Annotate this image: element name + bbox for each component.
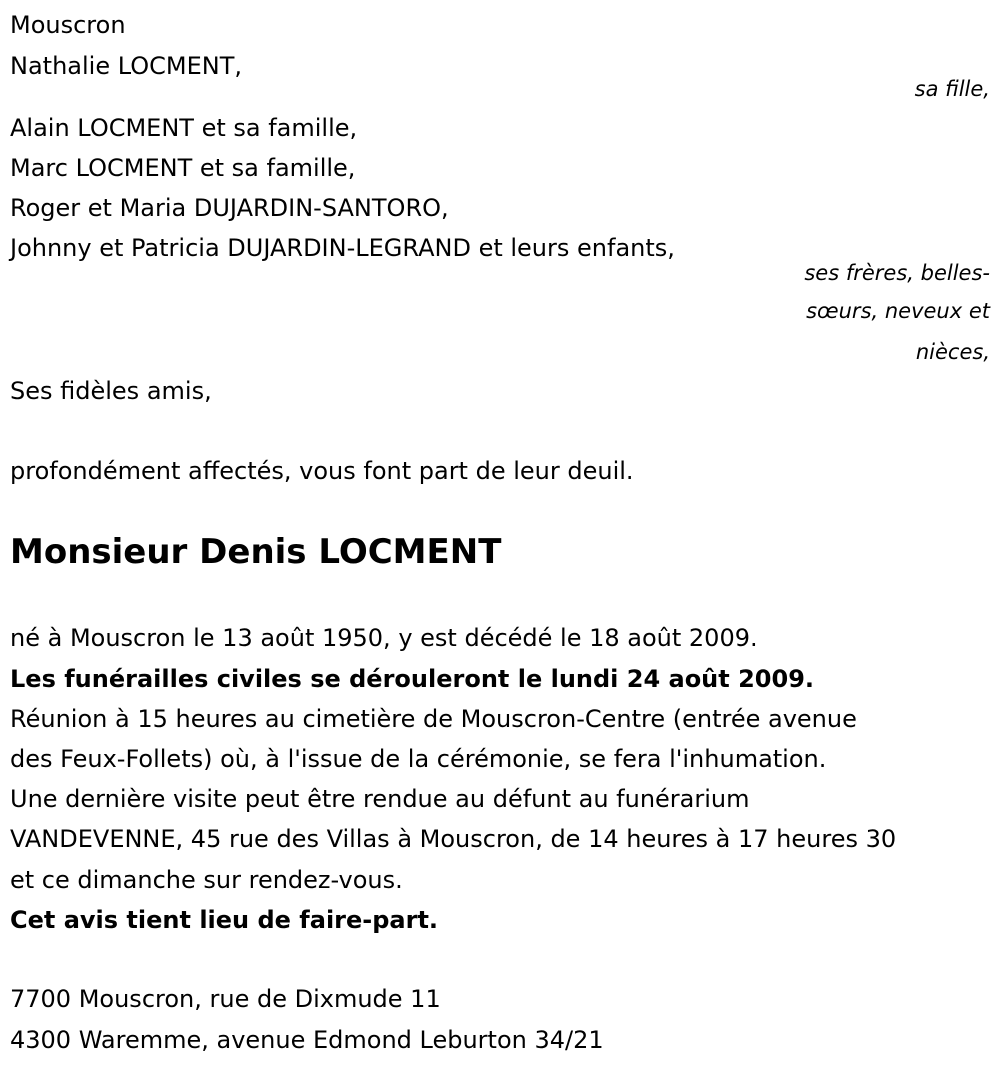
header-city: Mouscron xyxy=(10,11,126,39)
announcement-line: profondément affectés, vous font part de leur deuil. xyxy=(10,457,634,485)
notice-line: Cet avis tient lieu de faire-part. xyxy=(10,906,439,934)
address-line-1: 7700 Mouscron, rue de Dixmude 11 xyxy=(10,985,441,1013)
birth-death-line: né à Mouscron le 13 août 1950, y est décédé le 18 août 2009. xyxy=(10,624,758,652)
visit-line-2: VANDEVENNE, 45 rue des Villas à Mouscron, de 14 heures à 17 heures 30 xyxy=(10,825,897,853)
address-line-2: 4300 Waremme, avenue Edmond Leburton 34/21 xyxy=(10,1026,604,1054)
relation-siblings-1: ses frères, belles- xyxy=(804,261,990,285)
family-member-alain: Alain LOCMENT et sa famille, xyxy=(10,114,358,142)
relation-daughter: sa fille, xyxy=(914,77,990,101)
meeting-line-1: Réunion à 15 heures au cimetière de Mouscron-Centre (entrée avenue xyxy=(10,705,857,733)
funeral-line: Les funérailles civiles se dérouleront le lundi 24 août 2009. xyxy=(10,665,815,693)
meeting-line-2: des Feux-Follets) où, à l'issue de la cérémonie, se fera l'inhumation. xyxy=(10,745,827,773)
family-member-daughter: Nathalie LOCMENT, xyxy=(10,52,242,80)
deceased-name: Monsieur Denis LOCMENT xyxy=(10,532,502,572)
family-member-marc: Marc LOCMENT et sa famille, xyxy=(10,154,356,182)
relation-siblings-2: sœurs, neveux et xyxy=(806,299,990,323)
visit-line-1: Une dernière visite peut être rendue au défunt au funérarium xyxy=(10,785,750,813)
relation-siblings-3: nièces, xyxy=(915,340,990,364)
friends-line: Ses fidèles amis, xyxy=(10,377,212,405)
family-member-johnny: Johnny et Patricia DUJARDIN-LEGRAND et leurs enfants, xyxy=(10,234,675,262)
family-member-roger: Roger et Maria DUJARDIN-SANTORO, xyxy=(10,194,449,222)
visit-line-3: et ce dimanche sur rendez-vous. xyxy=(10,866,403,894)
